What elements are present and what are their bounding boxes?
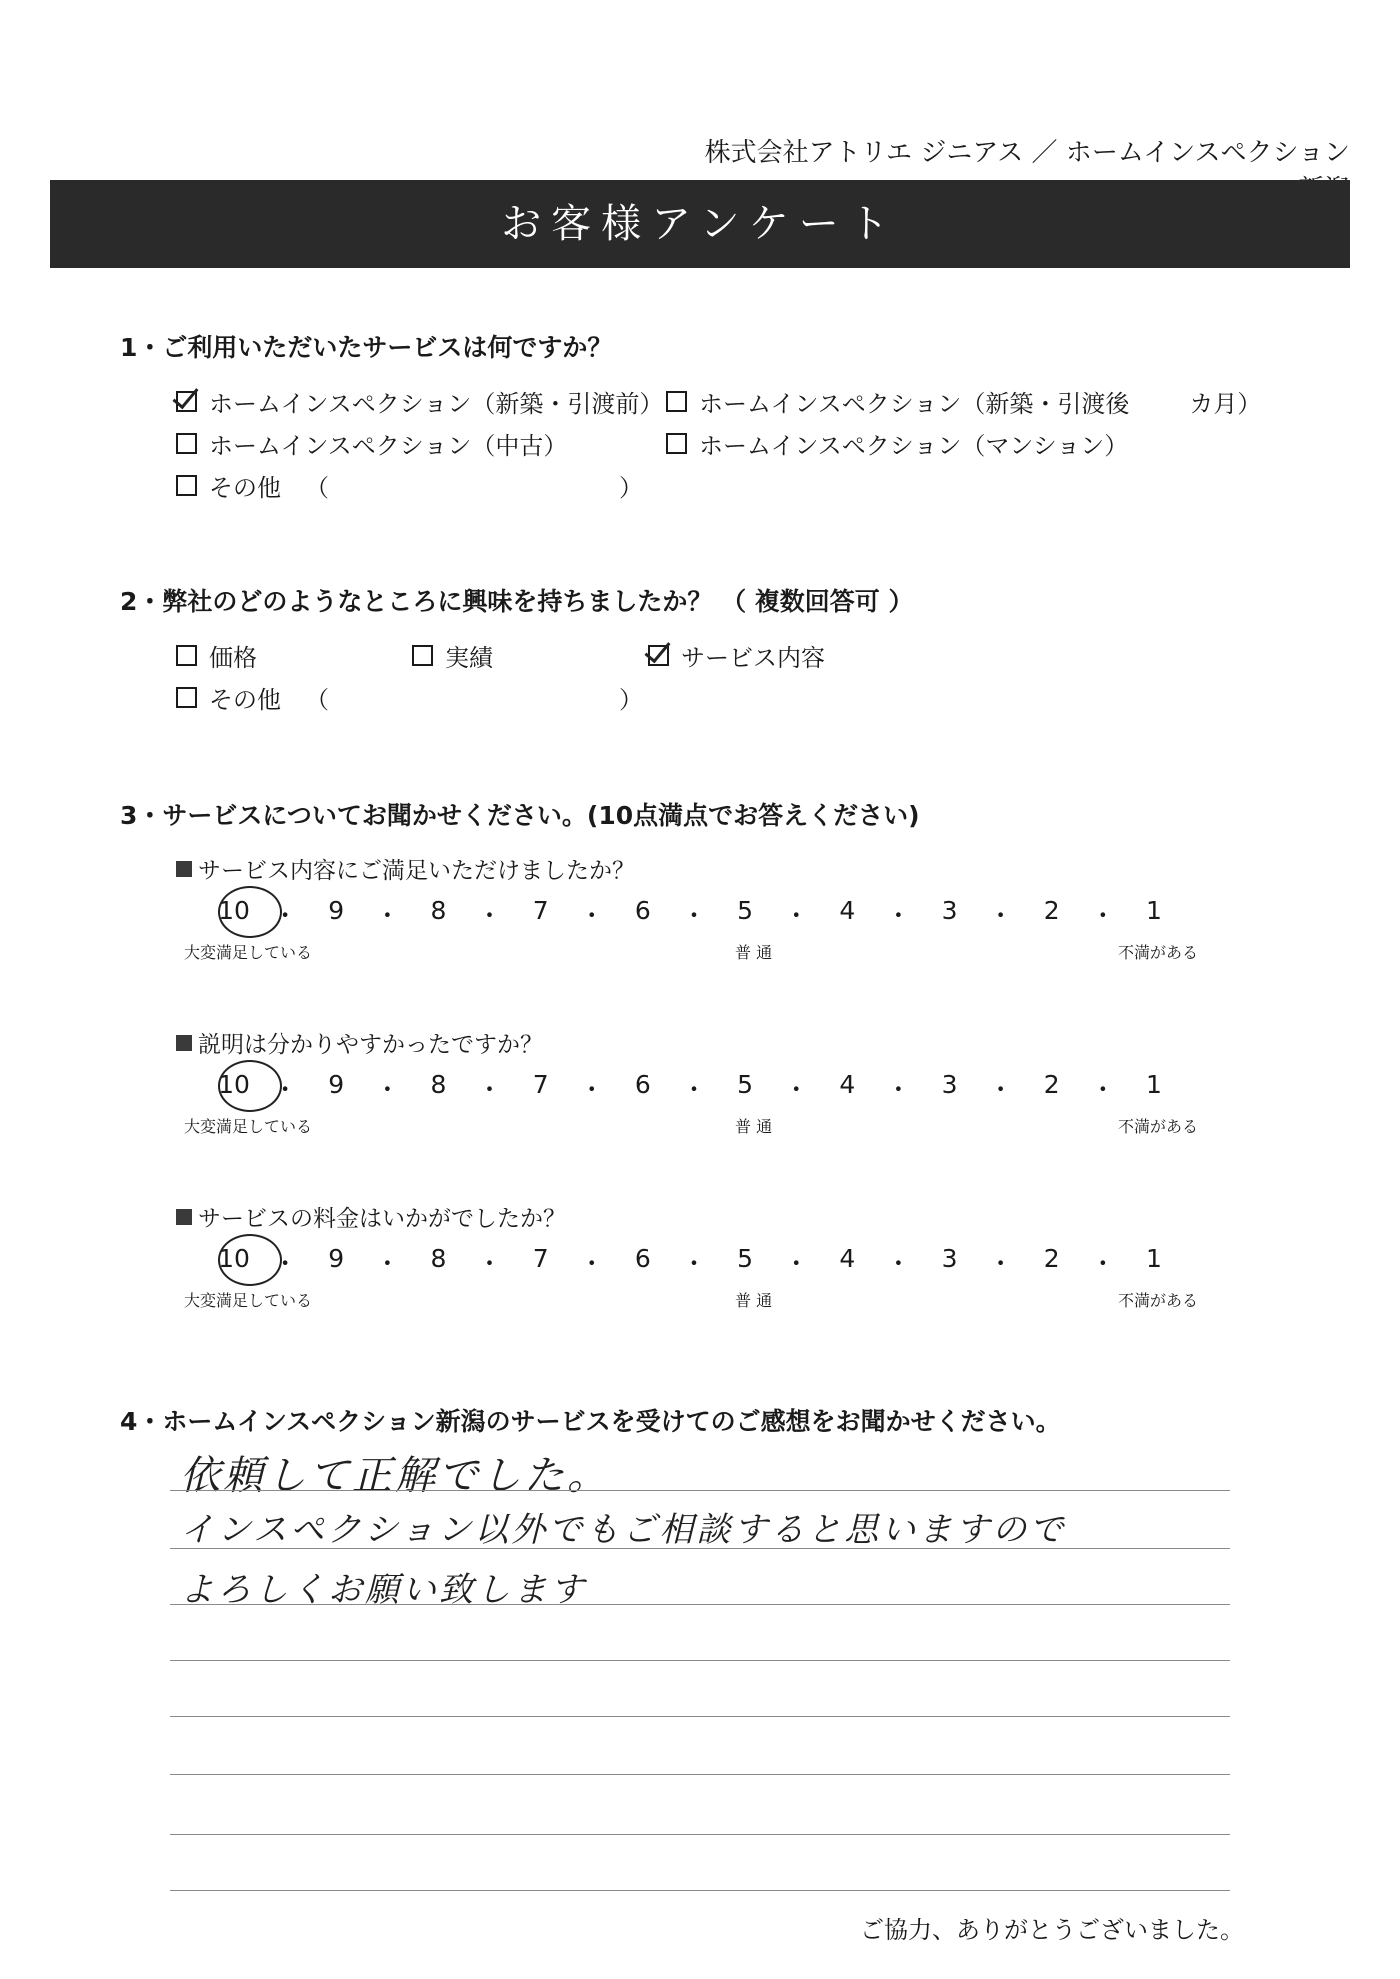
separator-dot: ・ [681,1075,707,1104]
score-1[interactable]: 1 [1146,896,1162,925]
separator-dot: ・ [1090,901,1116,930]
separator-dot: ・ [988,1249,1014,1278]
months-suffix: カ月） [1189,390,1262,418]
checkbox-checked[interactable] [176,391,197,412]
score-3[interactable]: 3 [941,1244,958,1273]
score-5[interactable]: 5 [737,1244,754,1273]
separator-dot: ・ [681,1249,707,1278]
answer-line[interactable] [170,1890,1230,1891]
separator-dot: ・ [477,1075,503,1104]
answer-line[interactable] [170,1660,1230,1661]
q2-option-other[interactable] [176,680,643,715]
score-4[interactable]: 4 [839,1244,856,1273]
score-1[interactable]: 1 [1146,1244,1162,1273]
company-name: 株式会社アトリエ ジニアス ／ ホームインスペクション [704,138,1350,168]
question-4: 4・ホームインスペクション新潟のサービスを受けてのご感想をお聞かせください。 [120,1407,1061,1436]
separator-dot: ・ [579,901,605,930]
checkbox[interactable] [666,433,687,454]
separator-dot: ・ [885,901,911,930]
separator-dot: ・ [988,901,1014,930]
answer-line[interactable] [170,1834,1230,1835]
separator-dot: ・ [1090,1075,1116,1104]
open-paren: （ [305,686,329,714]
q3-item-1-label: サービス内容にご満足いただけましたか？ [176,852,635,885]
square-bullet-icon [176,1209,192,1225]
separator-dot: ・ [272,901,298,930]
answer-line[interactable] [170,1490,1230,1491]
q3-item-3-scale[interactable] [214,1244,1174,1280]
checkbox[interactable] [412,645,433,666]
checkbox[interactable] [176,687,197,708]
separator-dot: ・ [374,1249,400,1278]
caption-low: 不満がある [1118,1291,1199,1310]
caption-high: 大変満足している [184,1291,313,1310]
handwritten-line-1: 依頼して正解でした。 [180,1453,610,1499]
answer-line[interactable] [170,1774,1230,1775]
separator-dot: ・ [988,1075,1014,1104]
survey-title: お客様アンケート [50,180,1350,268]
separator-dot: ・ [885,1249,911,1278]
score-5[interactable]: 5 [737,1070,754,1099]
q1-option-2[interactable] [666,384,1261,419]
option-label: 価格 [209,644,257,672]
score-9[interactable]: 9 [328,1244,345,1273]
score-2[interactable]: 2 [1043,896,1060,925]
score-10[interactable]: 10 [218,1244,250,1273]
handwritten-line-3: よろしくお願い致します [180,1570,587,1610]
option-label: その他 [209,474,281,502]
answer-line[interactable] [170,1716,1230,1717]
score-4[interactable]: 4 [839,896,856,925]
separator-dot: ・ [477,1249,503,1278]
selection-circle [218,886,282,938]
option-label: サービス内容 [681,644,825,672]
checkbox[interactable] [176,475,197,496]
selection-circle [218,1234,282,1286]
separator-dot: ・ [477,901,503,930]
separator-dot: ・ [272,1249,298,1278]
option-label: ホームインスペクション（新築・引渡前） [209,390,664,418]
score-9[interactable]: 9 [328,896,345,925]
caption-mid: 普 通 [735,1117,773,1136]
close-paren: ） [619,686,643,714]
q1-option-other[interactable] [176,468,643,503]
separator-dot: ・ [579,1249,605,1278]
separator-dot: ・ [783,1249,809,1278]
close-paren: ） [619,474,643,502]
separator-dot: ・ [783,1075,809,1104]
score-9[interactable]: 9 [328,1070,345,1099]
caption-mid: 普 通 [735,1291,773,1310]
score-6[interactable]: 6 [634,1244,651,1273]
question-1: 1・ご利用いただいたサービスは何ですか？ [120,333,613,362]
q3-item-1-scale[interactable] [214,896,1174,932]
score-6[interactable]: 6 [634,896,651,925]
separator-dot: ・ [374,1075,400,1104]
caption-mid: 普 通 [735,943,773,962]
score-7[interactable]: 7 [532,896,549,925]
question-2: 2・弊社のどのようなところに興味を持ちましたか？ （ 複数回答可 ） [120,587,914,616]
option-label: ホームインスペクション（マンション） [699,432,1129,460]
separator-dot: ・ [374,901,400,930]
score-3[interactable]: 3 [941,1070,958,1099]
score-6[interactable]: 6 [634,1070,651,1099]
checkbox[interactable] [666,391,687,412]
q3-item-3-label: サービスの料金はいかがでしたか？ [176,1200,566,1233]
checkbox-checked[interactable] [648,645,669,666]
question-3: 3・サービスについてお聞かせください。(10点満点でお答えください) [120,801,920,830]
open-paren: （ [305,474,329,502]
q1-option-4[interactable] [666,426,1128,461]
option-label: ホームインスペクション（中古） [209,432,568,460]
caption-low: 不満がある [1118,943,1199,962]
square-bullet-icon [176,861,192,877]
handwritten-line-2: インスペクション以外でもご相談すると思いますので [180,1510,1067,1550]
score-8[interactable]: 8 [430,896,447,925]
separator-dot: ・ [272,1075,298,1104]
q2-option-service[interactable] [648,638,825,673]
score-7[interactable]: 7 [532,1244,549,1273]
score-5[interactable]: 5 [737,896,754,925]
score-1[interactable]: 1 [1146,1070,1162,1099]
answer-line[interactable] [170,1604,1230,1605]
caption-low: 不満がある [1118,1117,1199,1136]
separator-dot: ・ [681,901,707,930]
score-7[interactable]: 7 [532,1070,549,1099]
checkbox[interactable] [176,433,197,454]
option-label: ホームインスペクション（新築・引渡後 [699,390,1130,418]
score-2[interactable]: 2 [1043,1070,1060,1099]
thanks-note: ご協力、ありがとうございました。 [860,1916,1244,1944]
q3-item-2-scale[interactable] [214,1070,1174,1106]
q1-option-3[interactable] [176,426,567,461]
option-label: 実績 [445,644,493,672]
answer-line[interactable] [170,1548,1230,1549]
caption-high: 大変満足している [184,1117,313,1136]
score-8[interactable]: 8 [430,1244,447,1273]
score-8[interactable]: 8 [430,1070,447,1099]
q3-item-2-label: 説明は分かりやすかったですか？ [176,1026,543,1059]
separator-dot: ・ [783,901,809,930]
option-label: その他 [209,686,281,714]
score-10[interactable]: 10 [218,896,250,925]
score-10[interactable]: 10 [218,1070,250,1099]
q1-option-1[interactable] [176,384,663,419]
separator-dot: ・ [579,1075,605,1104]
q2-option-price[interactable] [176,638,257,673]
selection-circle [218,1060,282,1112]
separator-dot: ・ [885,1075,911,1104]
square-bullet-icon [176,1035,192,1051]
score-3[interactable]: 3 [941,896,958,925]
separator-dot: ・ [1090,1249,1116,1278]
q2-option-record[interactable] [412,638,493,673]
checkbox[interactable] [176,645,197,666]
caption-high: 大変満足している [184,943,313,962]
score-4[interactable]: 4 [839,1070,856,1099]
score-2[interactable]: 2 [1043,1244,1060,1273]
